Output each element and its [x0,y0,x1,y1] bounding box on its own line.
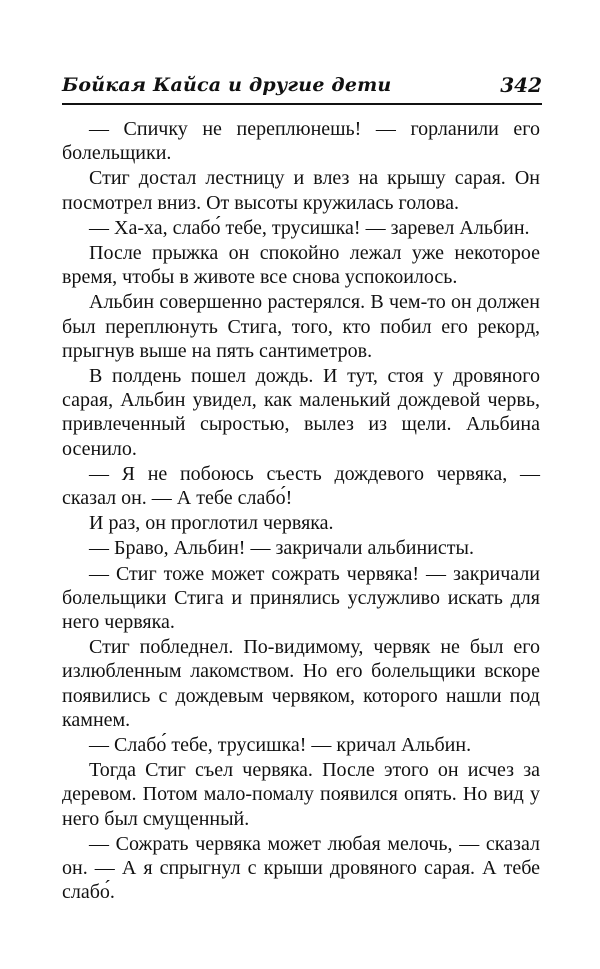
paragraph: — Я не побоюсь съесть дождевого червяка, — сказал он. — А тебе слабо́! [62,462,540,510]
page-number: 342 [500,73,542,97]
paragraph: После прыжка он спокойно лежал уже некоторое время, чтобы в животе все снова успокоилось. [62,242,540,289]
running-header [62,74,542,102]
paragraph: — Спичку не переплюнешь! — горланили его болельщики. [62,118,540,165]
paragraph: — Стиг тоже может сожрать червяка! — закричали болельщики Стига и принялись услужливо искать для него червяка. [62,562,540,634]
paragraph: — Сожрать червяка может любая мелочь, — сказал он. — А я спрыгнул с крыши дровяного сарая. А тебе слабо́. [62,832,540,904]
paragraph: — Ха-ха, слабо́ тебе, трусишка! — заревел Альбин. [89,216,530,239]
paragraph: В полдень пошел дождь. И тут, стоя у дровяного сарая, Альбин увидел, как маленький дождевой червь, привлеченный сыростью, вылез из щели. Альбина осенило. [62,365,540,460]
paragraph: Альбин совершенно растерялся. В чем-то он должен был переплюнуть Стига, того, кто побил его рекорд, прыгнув выше на пять сантиметров. [62,291,540,362]
paragraph: Стиг побледнел. По-видимому, червяк не был его излюбленным лакомством. Но его болельщики вскоре появились с дождевым червяком, которого нашли под камнем. [62,636,540,731]
paragraph: — Слабо́ тебе, трусишка! — кричал Альбин. [89,734,472,757]
book-title: Бойкая Кайса и другие дети [62,74,392,96]
body-text [62,117,540,905]
paragraph: Стиг достал лестницу и влез на крышу сарая. Он посмотрел вниз. От высоты кружилась голова. [62,167,540,214]
paragraph: И раз, он проглотил червяка. [89,512,334,535]
paragraph: Тогда Стиг съел червяка. После этого он исчез за деревом. Потом мало-помалу появился опять. Но вид у него был смущенный. [62,759,540,830]
paragraph: — Браво, Альбин! — закричали альбинисты. [89,537,474,560]
header-rule [62,103,542,105]
